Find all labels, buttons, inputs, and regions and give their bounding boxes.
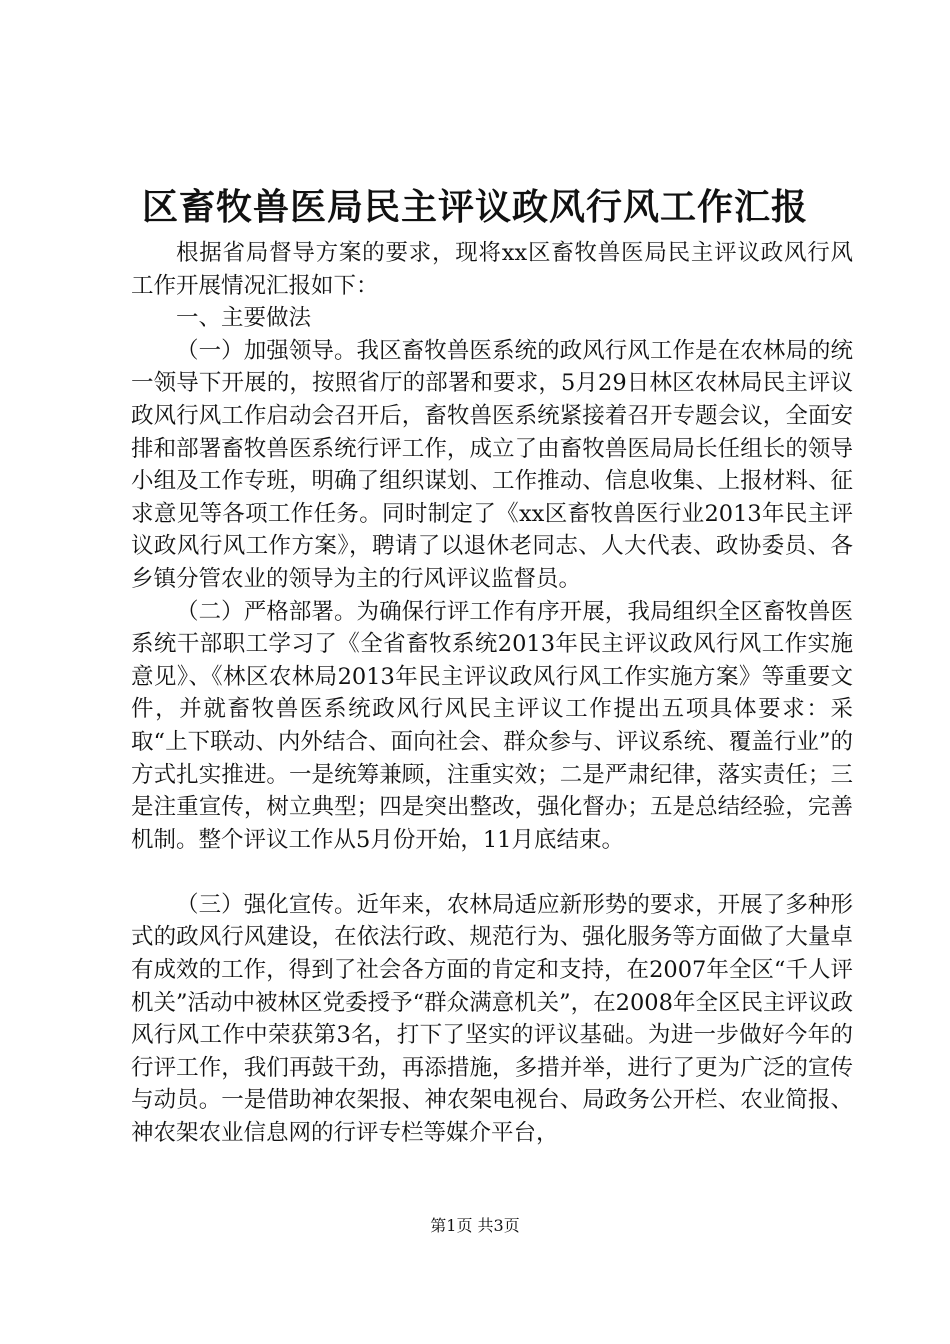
paragraph-deployment: （二）严格部署。为确保行评工作有序开展，我局组织全区畜牧兽医系统干部职工学习了《全省畜牧系统2013年民主评议政风行风工作实施意见》、《林区农林局2013年民主评议政风行风工作实施方案》等重要文件，并就畜牧兽医系统政风行风民主评议工作提出五项具体要求：采取“上下联动、内外结合、面向社会、群众参与、评议系统、覆盖行业”的方式扎实推进。一是统筹兼顾，注重实效；二是严肃纪律，落实责任；三是注重宣传，树立典型；四是突出整改，强化督办；五是总结经验，完善机制。整个评议工作从5月份开始，11月底结束。 <box>131 598 853 853</box>
intro-paragraph: 根据省局督导方案的要求，现将xx区畜牧兽医局民主评议政风行风工作开展情况汇报如下： <box>131 240 853 299</box>
document-body <box>131 237 853 1150</box>
paragraph-publicity: （三）强化宣传。近年来，农林局适应新形势的要求，开展了多种形式的政风行风建设，在依法行政、规范行为、强化服务等方面做了大量卓有成效的工作，得到了社会各方面的肯定和支持，在2007年全区“千人评机关”活动中被林区党委授予“群众满意机关”，在2008年全区民主评议政风行风工作中荣获第3名，打下了坚实的评议基础。为进一步做好今年的行评工作，我们再鼓干劲，再添措施，多措并举，进行了更为广泛的宣传与动员。一是借助神农架报、神农架电视台、局政务公开栏、农业简报、神农架农业信息网的行评专栏等媒介平台， <box>131 891 853 1147</box>
paragraph-leadership: （一）加强领导。我区畜牧兽医系统的政风行风工作是在农林局的统一领导下开展的，按照省厅的部署和要求，5月29日林区农林局民主评议政风行风工作启动会召开后，畜牧兽医系统紧接着召开专题会议，全面安排和部署畜牧兽医系统行评工作，成立了由畜牧兽医局局长任组长的领导小组及工作专班，明确了组织谋划、工作推动、信息收集、上报材料、征求意见等各项工作任务。同时制定了《xx区畜牧兽医行业2013年民主评议政风行风工作方案》，聘请了以退休老同志、人大代表、政协委员、各乡镇分管农业的领导为主的行风评议监督员。 <box>131 337 853 592</box>
document-title: 区畜牧兽医局民主评议政风行风工作汇报 <box>141 187 808 228</box>
page-number: 第1页 共3页 <box>430 1216 520 1235</box>
section-heading: 一、主要做法 <box>176 305 312 332</box>
